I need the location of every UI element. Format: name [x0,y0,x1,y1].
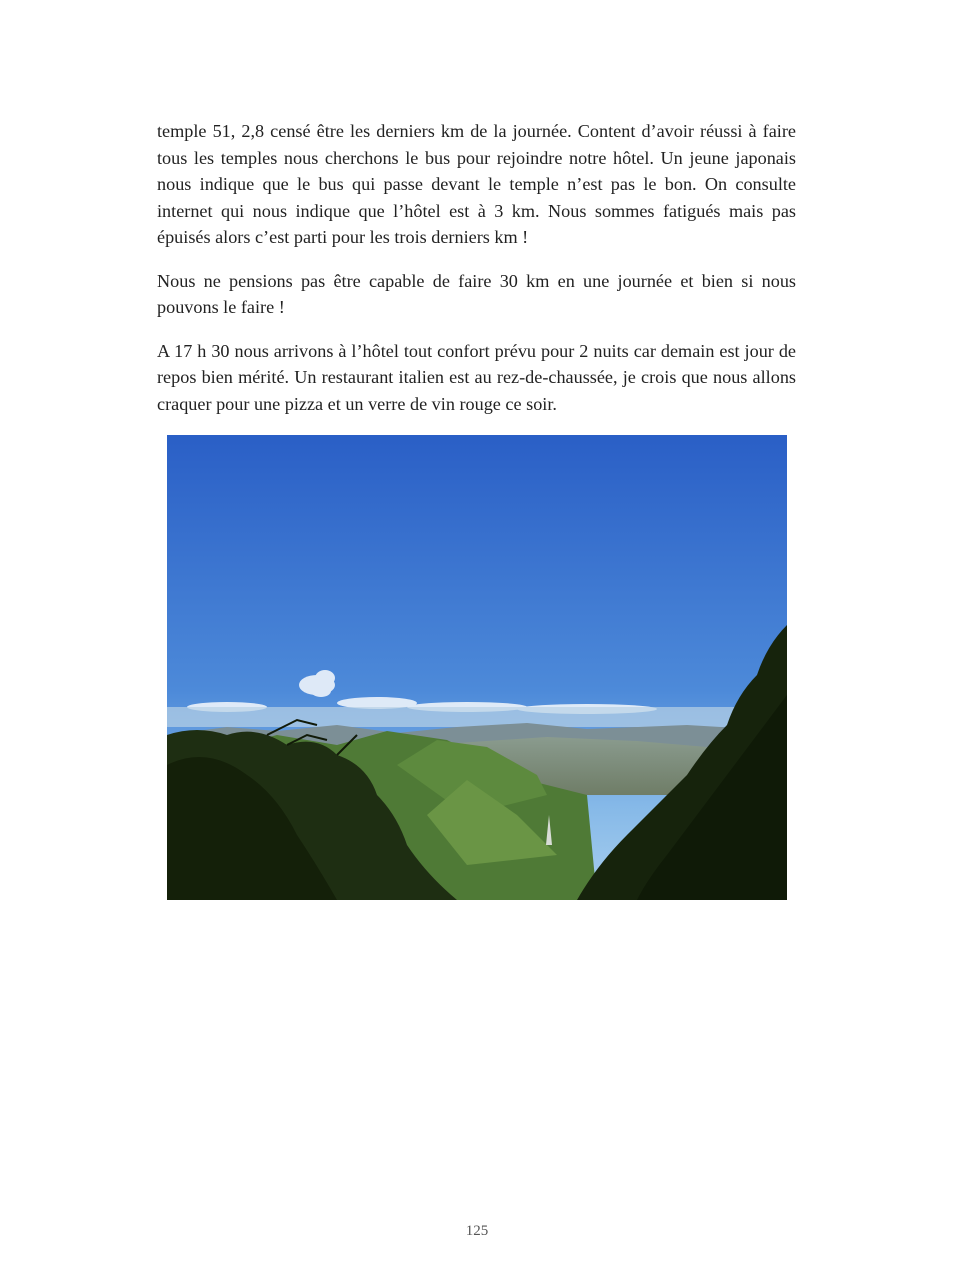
body-text [157,118,796,434]
landscape-photo [167,435,787,900]
paragraph-3: A 17 h 30 nous arrivons à l’hôtel tout confort prévu pour 2 nuits car demain est jour de repos bien mérité. Un restaurant italien est au rez-de-chaussée, je crois que nous allons craquer pour une pizza et un verre de vin rouge ce soir. [157,340,796,414]
paragraph-2: Nous ne pensions pas être capable de faire 30 km en une journée et bien si nous pouvons le faire ! [157,270,796,317]
page-number: 125 [465,1223,489,1239]
paragraph-1: temple 51, 2,8 censé être les derniers km de la journée. Content d’avoir réussi à faire tous les temples nous cherchons le bus pour rejoindre notre hôtel. Un jeune japonais nous indique que le bus qui passe devant le temple n’est pas le bon. On consulte internet qui nous indique que l’hôtel est à 3 km. Nous sommes fatigués mais pas épuisés alors c’est parti pour les trois derniers km ! [157,121,796,247]
